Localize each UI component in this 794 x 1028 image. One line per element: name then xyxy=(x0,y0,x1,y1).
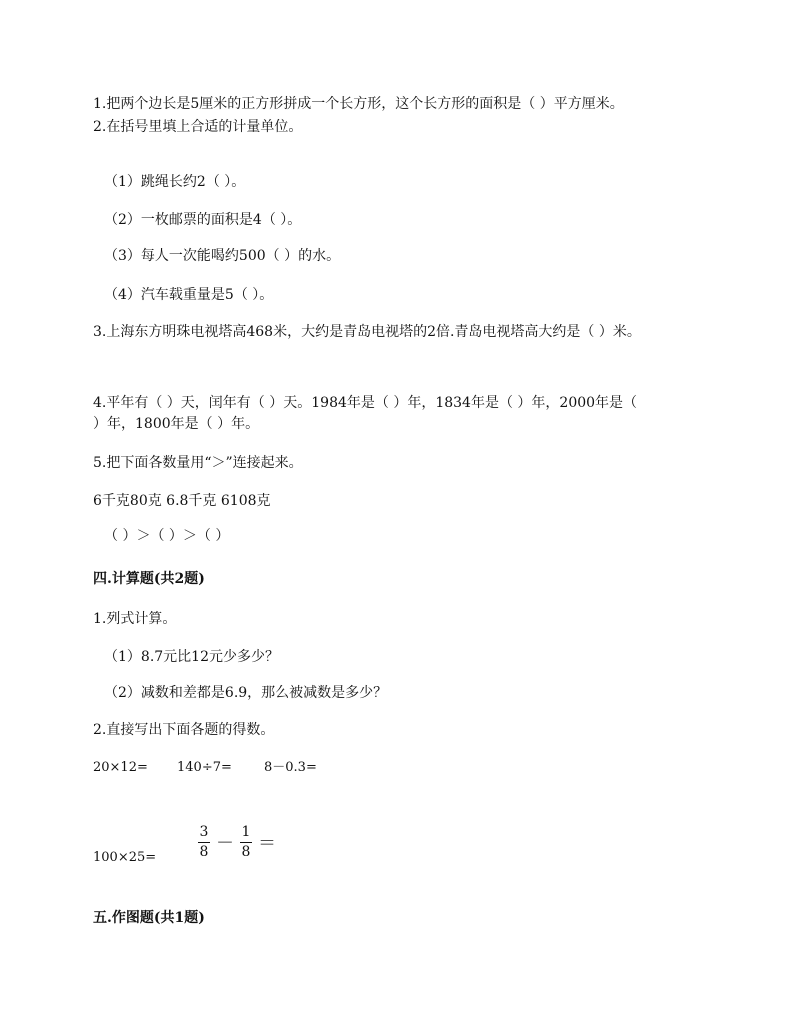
fraction-b-denominator: 8 xyxy=(241,843,251,860)
question-3-4-line-2: ）年，1800年是（ ）年。 xyxy=(93,416,260,432)
section-5-heading: 五.作图题(共1题) xyxy=(93,910,205,926)
fraction-a xyxy=(198,825,210,860)
equals-sign: ＝ xyxy=(258,833,276,854)
question-3-5-values: 6千克80克 6.8千克 6108克 xyxy=(93,493,271,509)
question-3-3: 3.上海东方明珠电视塔高468米，大约是青岛电视塔的2倍.青岛电视塔高大约是（ ）米。 xyxy=(93,324,641,340)
calc-item-4: 100×25= xyxy=(93,850,157,865)
question-3-1: 1.把两个边长是5厘米的正方形拼成一个长方形，这个长方形的面积是（ ）平方厘米。 xyxy=(93,96,624,112)
question-3-2-item-4: （4）汽车载重量是5（ ）。 xyxy=(104,287,274,303)
question-4-2: 2.直接写出下面各题的得数。 xyxy=(93,722,275,738)
fraction-a-denominator: 8 xyxy=(199,843,209,860)
question-3-4-line-1: 4.平年有（ ）天，闰年有（ ）天。1984年是（ ）年，1834年是（ ）年，2000年是（ xyxy=(93,395,638,411)
question-3-2-item-2: （2）一枚邮票的面积是4（ ）。 xyxy=(104,212,302,228)
question-3-2-item-3: （3）每人一次能喝约500（ ）的水。 xyxy=(104,248,341,264)
fraction-b-numerator: 1 xyxy=(241,823,251,840)
calc-item-1: 20×12= xyxy=(93,760,148,775)
fraction-a-bar xyxy=(198,842,210,843)
question-3-5: 5.把下面各数量用“＞”连接起来。 xyxy=(93,455,303,471)
calc-item-3: 8－0.3= xyxy=(264,760,317,775)
calc-item-2: 140÷7= xyxy=(177,760,232,775)
question-3-2: 2.在括号里填上合适的计量单位。 xyxy=(93,119,303,135)
fraction-b-bar xyxy=(240,842,252,843)
question-4-1: 1.列式计算。 xyxy=(93,611,177,627)
question-4-1-item-1: （1）8.7元比12元少多少？ xyxy=(104,649,279,665)
question-3-2-item-1: （1）跳绳长约2（ ）。 xyxy=(104,174,246,190)
question-4-1-item-2: （2）减数和差都是6.9，那么被减数是多少？ xyxy=(104,685,388,701)
fraction-b xyxy=(240,825,252,860)
fraction-a-numerator: 3 xyxy=(199,823,209,840)
fraction-expression xyxy=(196,822,280,862)
question-3-5-blanks: （ ）＞（ ）＞（ ） xyxy=(104,528,230,544)
minus-sign: － xyxy=(216,833,234,854)
section-4-heading: 四.计算题(共2题) xyxy=(93,571,205,587)
